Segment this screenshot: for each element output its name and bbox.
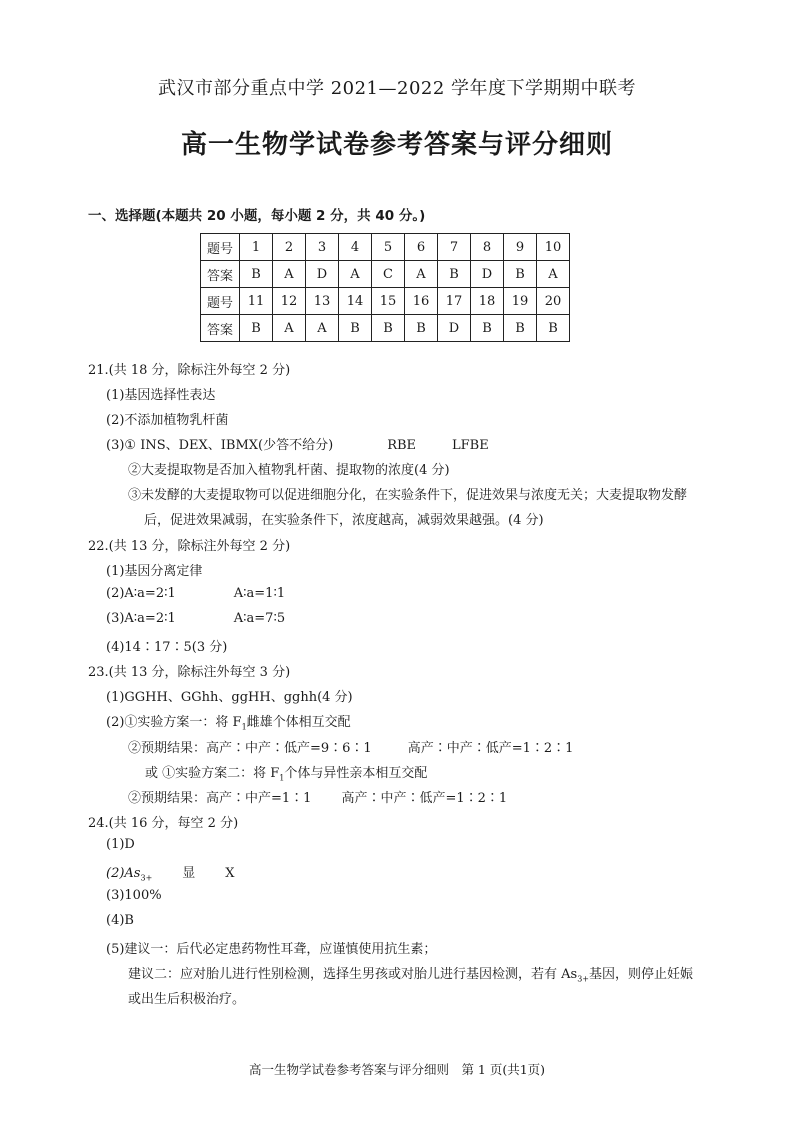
question-number: 16 <box>405 288 438 315</box>
question-number: 2 <box>273 234 306 261</box>
question-number: 18 <box>471 288 504 315</box>
q24-answer-1: (1)D <box>106 837 135 852</box>
q23-answer-3b: 高产∶中产∶低产=1∶2∶1 <box>407 741 574 756</box>
q24-answer-2-sub: 3+ <box>140 873 153 883</box>
question-number: 7 <box>438 234 471 261</box>
q23-answer-4b: 个体与异性亲本相互交配 <box>284 766 428 781</box>
question-number: 14 <box>339 288 372 315</box>
page-title: 高一生物学试卷参考答案与评分细则 <box>180 130 613 160</box>
q23-answer-5 <box>128 787 507 806</box>
q21-answer-4: ②大麦提取物是否加入植物乳杆菌、提取物的浓度(4 分) <box>128 463 450 478</box>
answer-cell: B <box>339 315 372 342</box>
question-number: 9 <box>504 234 537 261</box>
answer-cell: B <box>504 315 537 342</box>
q22-heading: 22.(共 13 分，除标注外每空 2 分) <box>88 539 291 554</box>
q24-answer-2b: 显 <box>182 866 196 881</box>
q21-answer-3a: (3)① INS、DEX、IBMX(少答不给分) <box>106 438 334 453</box>
answer-cell: B <box>471 315 504 342</box>
q22-answer-4: (4)14∶17∶5(3 分) <box>106 640 228 655</box>
q22-answer-3a: (3)A∶a=2∶1 <box>106 611 176 626</box>
q24-answer-2 <box>106 862 235 883</box>
page-footer: 高一生物学试卷参考答案与评分细则 第 1 页(共1页) <box>248 1062 546 1077</box>
answer-table <box>200 233 570 342</box>
question-number: 19 <box>504 288 537 315</box>
q21-answer-2: (2)不添加植物乳杆菌 <box>106 413 229 428</box>
q23-heading: 23.(共 13 分，除标注外每空 3 分) <box>88 665 291 680</box>
question-number: 10 <box>537 234 570 261</box>
table-row <box>201 261 570 288</box>
q22-answer-1: (1)基因分离定律 <box>106 564 203 579</box>
q23-answer-5b: 高产∶中产∶低产=1∶2∶1 <box>341 791 508 806</box>
answer-cell: A <box>273 315 306 342</box>
q23-answer-3a: ②预期结果：高产∶中产∶低产=9∶6∶1 <box>128 741 372 756</box>
question-number: 6 <box>405 234 438 261</box>
question-number: 15 <box>372 288 405 315</box>
q23-answer-2 <box>106 711 351 732</box>
answer-cell: A <box>339 261 372 288</box>
answer-cell: B <box>240 315 273 342</box>
answer-cell: A <box>273 261 306 288</box>
q23-answer-2-sub: 1 <box>241 722 247 732</box>
q23-answer-4-sub: 1 <box>279 773 285 783</box>
q22-answer-2 <box>106 586 285 601</box>
q22-answer-3 <box>106 611 285 626</box>
answer-cell: D <box>438 315 471 342</box>
q24-answer-7: 或出生后积极治疗。 <box>128 992 246 1007</box>
q23-answer-2a: (2)①实验方案一：将 F <box>106 715 242 730</box>
q22-answer-3b: A∶a=7∶5 <box>233 611 286 626</box>
q21-answer-3b: RBE <box>387 438 417 453</box>
q23-answer-4a: 或 ①实验方案二：将 F <box>145 766 280 781</box>
q23-answer-3 <box>128 737 573 756</box>
question-number: 17 <box>438 288 471 315</box>
table-label: 题号 <box>201 234 240 261</box>
q24-answer-6-sub: 3+ <box>577 974 589 984</box>
q24-answer-6 <box>128 963 693 984</box>
table-row <box>201 288 570 315</box>
answer-cell: B <box>537 315 570 342</box>
table-row <box>201 234 570 261</box>
table-label: 答案 <box>201 315 240 342</box>
answer-cell: D <box>306 261 339 288</box>
q22-answer-2a: (2)A∶a=2∶1 <box>106 586 176 601</box>
answer-cell: A <box>537 261 570 288</box>
q24-answer-4: (4)B <box>106 913 134 928</box>
answer-cell: B <box>372 315 405 342</box>
q23-answer-4 <box>145 762 427 783</box>
answer-cell: B <box>405 315 438 342</box>
q24-heading: 24.(共 16 分，每空 2 分) <box>88 816 239 831</box>
q24-answer-5: (5)建议一：后代必定患药物性耳聋，应谨慎使用抗生素； <box>106 942 437 957</box>
q24-answer-2a: (2)As <box>106 866 141 881</box>
q21-heading: 21.(共 18 分，除标注外每空 2 分) <box>88 363 291 378</box>
q23-answer-1: (1)GGHH、GGhh、ggHH、gghh(4 分) <box>106 690 353 705</box>
q24-answer-3: (3)100% <box>106 888 162 903</box>
q21-answer-6: 后，促进效果减弱，在实验条件下，浓度越高，减弱效果越强。(4 分) <box>144 513 544 528</box>
question-number: 12 <box>273 288 306 315</box>
exam-header: 武汉市部分重点中学 2021—2022 学年度下学期期中联考 <box>157 78 637 99</box>
table-row <box>201 315 570 342</box>
table-label: 题号 <box>201 288 240 315</box>
answer-cell: D <box>471 261 504 288</box>
question-number: 3 <box>306 234 339 261</box>
table-label: 答案 <box>201 261 240 288</box>
question-number: 4 <box>339 234 372 261</box>
q24-answer-6a: 建议二：应对胎儿进行性别检测，选择生男孩或对胎儿进行基因检测，若有 As <box>128 967 578 982</box>
question-number: 20 <box>537 288 570 315</box>
answer-cell: B <box>240 261 273 288</box>
q24-answer-2c: X <box>225 866 235 881</box>
q23-answer-2b: 雌雄个体相互交配 <box>246 715 351 730</box>
q22-answer-2b: A∶a=1∶1 <box>233 586 286 601</box>
answer-cell: B <box>504 261 537 288</box>
question-number: 13 <box>306 288 339 315</box>
q21-answer-1: (1)基因选择性表达 <box>106 388 216 403</box>
question-number: 11 <box>240 288 273 315</box>
q24-answer-6b: 基因，则停止妊娠 <box>589 967 694 982</box>
question-number: 5 <box>372 234 405 261</box>
q21-answer-3 <box>106 434 489 453</box>
question-number: 1 <box>240 234 273 261</box>
answer-cell: B <box>438 261 471 288</box>
q21-answer-5: ③未发酵的大麦提取物可以促进细胞分化，在实验条件下，促进效果与浓度无关；大麦提取物发酵 <box>128 488 688 503</box>
question-number: 8 <box>471 234 504 261</box>
section-heading: 一、选择题(本题共 20 小题，每小题 2 分，共 40 分。) <box>88 208 426 224</box>
answer-cell: C <box>372 261 405 288</box>
answer-cell: A <box>405 261 438 288</box>
answer-cell: A <box>306 315 339 342</box>
q21-answer-3c: LFBE <box>452 438 489 453</box>
q23-answer-5a: ②预期结果：高产∶中产=1∶1 <box>128 791 312 806</box>
